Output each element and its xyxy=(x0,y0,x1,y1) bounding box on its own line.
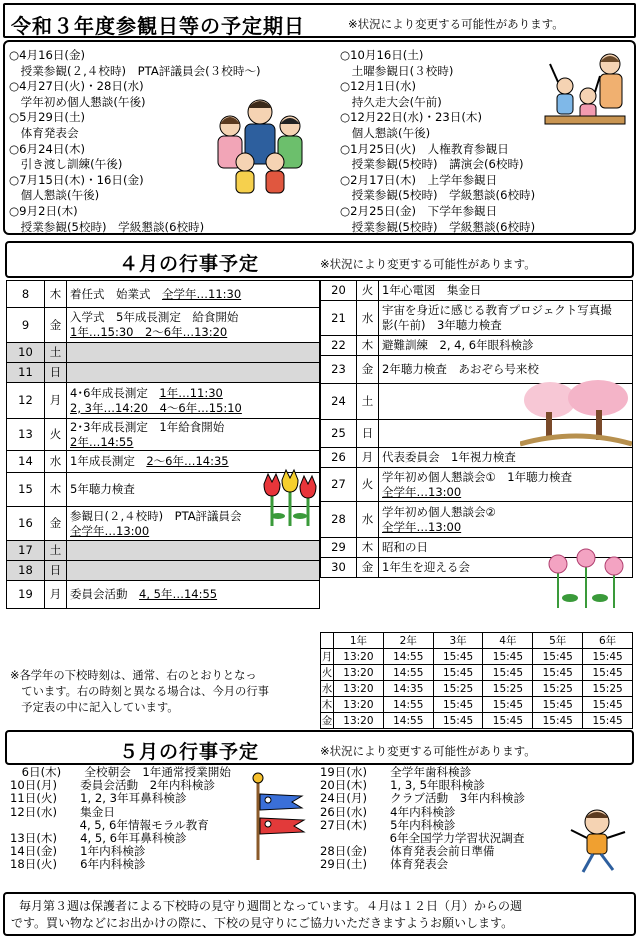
dismissal-time-cell: 15:45 xyxy=(433,649,483,665)
april-event-row xyxy=(321,281,633,301)
day-number: 16 xyxy=(7,507,45,541)
schedule-line: ○10月16日(土) xyxy=(340,48,424,62)
april-event-row xyxy=(7,308,320,343)
event-description xyxy=(379,336,633,356)
day-number: 15 xyxy=(7,473,45,507)
weekday: 木 xyxy=(357,336,379,356)
weekday: 月 xyxy=(45,581,67,609)
event-line xyxy=(70,310,316,325)
weekday: 金 xyxy=(45,308,67,343)
dismissal-time-cell: 15:25 xyxy=(433,681,483,697)
may-event-line: 6日(木) 全校朝会 1年通常授業開始 xyxy=(10,765,231,779)
dismissal-time-cell: 15:45 xyxy=(583,697,633,713)
schedule-line: 授業参観(２,４校時) PTA評議員会(３校時～) xyxy=(9,63,261,78)
may-title-bar xyxy=(5,730,634,765)
event-line xyxy=(382,362,629,377)
april-title: ４月の行事予定 xyxy=(119,253,260,275)
event-line xyxy=(70,454,316,469)
cherry-blossom-illustration xyxy=(520,378,632,448)
dismissal-time-cell: 15:45 xyxy=(583,649,633,665)
top-schedule-box xyxy=(3,40,636,235)
dismissal-time-table xyxy=(320,632,633,729)
event-description xyxy=(379,468,633,502)
schedule-line: 個人懇談(午後) xyxy=(340,125,431,140)
may-list-right xyxy=(320,766,525,872)
dismissal-time: 2～6年…14:35 xyxy=(146,454,229,468)
weekday: 日 xyxy=(45,363,67,383)
schedule-line: ○4月16日(金) xyxy=(9,48,86,62)
dismissal-time-cell: 15:45 xyxy=(583,665,633,681)
may-event-line: 18日(火) 6年内科検診 xyxy=(10,857,146,872)
may-event-line: 13日(木) 4, 5, 6年耳鼻科検診 xyxy=(10,831,187,846)
event-line xyxy=(382,470,629,485)
may-event-line: 10日(月) 委員会活動 2年内科検診 xyxy=(10,778,216,793)
grade-header: 2年 xyxy=(383,633,433,649)
weekday: 火 xyxy=(321,666,333,679)
dismissal-time-cell: 15:45 xyxy=(483,665,533,681)
day-number: 14 xyxy=(7,451,45,473)
dismissal-time: 全学年…13:00 xyxy=(70,523,150,538)
event-description xyxy=(379,448,633,468)
dismissal-time-cell: 13:20 xyxy=(334,665,384,681)
schedule-line: 土曜参観日(３校時) xyxy=(340,63,454,78)
schedule-line: ○12月1日(水) xyxy=(340,79,417,94)
april-event-row xyxy=(7,343,320,363)
event-line xyxy=(382,338,629,353)
event-description xyxy=(67,343,320,363)
event-text: 委員会活動 xyxy=(70,587,139,601)
weekday: 土 xyxy=(45,541,67,561)
may-event-line: 20日(木) 1, 3, 5年眼科検診 xyxy=(320,778,486,793)
timetable-row xyxy=(321,697,633,713)
event-description xyxy=(379,281,633,301)
event-text: 1年生を迎える会 xyxy=(382,560,470,574)
may-event-line: 4, 5, 6年情報モラル教育 xyxy=(10,817,209,832)
event-text: 学年初め個人懇談会① 1年聴力検査 xyxy=(382,469,573,484)
day-number: 20 xyxy=(321,281,357,301)
footer-box xyxy=(3,892,636,936)
schedule-line: ○4月27日(火)・28日(水) xyxy=(9,79,144,94)
april-event-row xyxy=(7,419,320,451)
dismissal-time-cell: 14:35 xyxy=(383,681,433,697)
weekday: 金 xyxy=(321,714,333,727)
tulip-illustration xyxy=(258,468,320,530)
weekday: 木 xyxy=(357,538,379,558)
clover-flower-illustration xyxy=(540,548,632,610)
event-text: 避難訓練 2, 4, 6年眼科検診 xyxy=(382,338,534,352)
grade-header: 1年 xyxy=(334,633,384,649)
weekday: 水 xyxy=(357,502,379,538)
may-event-line: 19日(水) 全学年歯科検診 xyxy=(320,765,472,779)
day-number: 21 xyxy=(321,301,357,336)
april-event-row xyxy=(7,281,320,308)
may-title: ５月の行事予定 xyxy=(119,741,260,763)
dismissal-time-cell: 13:20 xyxy=(334,713,384,729)
day-number: 10 xyxy=(7,343,45,363)
dismissal-time: 全学年…13:00 xyxy=(382,484,462,499)
schedule-line: ○5月29日(土) xyxy=(9,110,86,125)
weekday: 水 xyxy=(357,301,379,336)
dismissal-time: 全学年…13:00 xyxy=(382,519,462,534)
weekday: 金 xyxy=(357,558,379,578)
dismissal-note-line: 予定表の中に記入しています。 xyxy=(10,701,179,714)
april-event-row xyxy=(321,468,633,502)
event-text: 代表委員会 1年視力検査 xyxy=(382,450,516,464)
april-event-row xyxy=(7,383,320,419)
event-text: 4･6年成長測定 xyxy=(70,385,160,400)
april-event-row xyxy=(321,448,633,468)
schedule-line: 学年初め個人懇談(午後) xyxy=(9,94,146,109)
running-child-illustration xyxy=(565,806,631,876)
event-text: 1年成長測定 xyxy=(70,454,147,468)
april-event-row xyxy=(321,336,633,356)
dismissal-time: 2, 3年…14:20 4～6年…15:10 xyxy=(70,400,242,415)
dismissal-time: 1年…11:30 xyxy=(159,385,223,400)
event-description xyxy=(67,561,320,581)
family-illustration xyxy=(200,84,320,204)
may-event-line: 29日(土) 体育発表会 xyxy=(320,857,449,872)
event-description xyxy=(67,581,320,609)
day-number: 13 xyxy=(7,419,45,451)
event-line xyxy=(382,303,629,318)
weekday: 日 xyxy=(357,420,379,448)
schedule-line: ○9月2日(木) xyxy=(9,203,78,218)
event-line xyxy=(382,283,629,298)
day-number: 24 xyxy=(321,384,357,420)
april-title-bar xyxy=(5,241,634,278)
day-number: 29 xyxy=(321,538,357,558)
weekday: 月 xyxy=(45,383,67,419)
event-description xyxy=(67,383,320,419)
dismissal-time-cell: 14:55 xyxy=(383,649,433,665)
timetable-row xyxy=(321,681,633,697)
event-line xyxy=(382,505,629,520)
day-number: 17 xyxy=(7,541,45,561)
day-number: 12 xyxy=(7,383,45,419)
classroom-illustration xyxy=(540,46,635,141)
dismissal-time-cell: 15:45 xyxy=(433,697,483,713)
schedule-line: 個人懇談(午後) xyxy=(9,188,100,203)
day-number: 18 xyxy=(7,561,45,581)
dismissal-time-cell: 13:20 xyxy=(334,681,384,697)
april-table-left xyxy=(6,280,320,609)
schedule-line: ○6月24日(木) xyxy=(9,141,86,156)
event-line xyxy=(70,420,316,435)
may-event-line: 6年全国学力学習状況調査 xyxy=(320,831,525,846)
event-line xyxy=(70,386,316,401)
april-event-row xyxy=(321,502,633,538)
event-text: 5年聴力検査 xyxy=(70,482,135,496)
event-description xyxy=(67,541,320,561)
top-title: 令和３年度参観日等の予定期日 xyxy=(11,14,305,38)
weekday: 木 xyxy=(45,281,67,308)
day-number: 27 xyxy=(321,468,357,502)
grade-header: 3年 xyxy=(433,633,483,649)
event-text: 学年初め個人懇談会② xyxy=(382,504,496,519)
dismissal-time-cell: 15:45 xyxy=(433,713,483,729)
may-event-line: 12日(水) 集金日 xyxy=(10,804,115,819)
event-line xyxy=(70,287,316,302)
weekday: 日 xyxy=(45,561,67,581)
event-description xyxy=(67,308,320,343)
weekday: 金 xyxy=(357,356,379,384)
schedule-line: 授業参観(5校時) 学級懇談(6校時) xyxy=(340,188,536,203)
weekday: 木 xyxy=(321,698,333,711)
dismissal-time-cell: 15:45 xyxy=(533,713,583,729)
event-description xyxy=(67,281,320,308)
day-number: 26 xyxy=(321,448,357,468)
weekday: 火 xyxy=(357,468,379,502)
day-number: 11 xyxy=(7,363,45,383)
may-note: ※状況により変更する可能性があります。 xyxy=(320,744,536,758)
dismissal-time-cell: 14:55 xyxy=(383,665,433,681)
event-line: 影(午前) 3年聴力検査 xyxy=(382,318,502,332)
dismissal-time-cell: 15:25 xyxy=(483,681,533,697)
dismissal-time-cell: 15:45 xyxy=(533,665,583,681)
dismissal-time-cell: 15:25 xyxy=(533,681,583,697)
april-event-row xyxy=(7,561,320,581)
day-number: 25 xyxy=(321,420,357,448)
weekday: 火 xyxy=(357,281,379,301)
event-line xyxy=(382,450,629,465)
dismissal-time-cell: 15:45 xyxy=(433,665,483,681)
day-number: 8 xyxy=(7,281,45,308)
schedule-line: 体育発表会 xyxy=(9,125,79,140)
april-event-row xyxy=(7,581,320,609)
schedule-line: 授業参観(5校時) 学級懇談(6校時) xyxy=(9,219,205,234)
dismissal-time-cell: 15:45 xyxy=(483,697,533,713)
event-line xyxy=(70,587,316,602)
corner-cell xyxy=(321,633,334,649)
event-text: 参観日(２,４校時) PTA評議員会 xyxy=(70,508,242,523)
dismissal-time: 1年…15:30 2～6年…13:20 xyxy=(70,325,228,339)
grade-header: 4年 xyxy=(483,633,533,649)
day-number: 19 xyxy=(7,581,45,609)
timetable-row xyxy=(321,649,633,665)
schedule-line: ○12月22日(水)・23日(木) xyxy=(340,110,483,125)
dismissal-time-cell: 15:45 xyxy=(583,713,633,729)
schedule-line: ○1月25日(火) 人権教育参観日 xyxy=(340,141,509,156)
schedule-line: ○2月25日(金) 下学年参観日 xyxy=(340,203,498,218)
dismissal-time-cell: 15:25 xyxy=(583,681,633,697)
april-event-row xyxy=(321,301,633,336)
event-text: 着任式 始業式 xyxy=(70,286,162,301)
schedule-line: 授業参観(5校時) 講演会(6校時) xyxy=(340,157,524,172)
day-number: 9 xyxy=(7,308,45,343)
dismissal-time: 2年…14:55 xyxy=(70,434,134,449)
koinobori-illustration xyxy=(252,772,310,862)
day-number: 28 xyxy=(321,502,357,538)
event-text: 昭和の日 xyxy=(382,540,428,554)
event-description xyxy=(379,502,633,538)
dismissal-note-line: ※各学年の下校時刻は、通常、右のとおりとなっ xyxy=(10,669,257,682)
dismissal-time-cell: 15:45 xyxy=(533,697,583,713)
day-number: 30 xyxy=(321,558,357,578)
dismissal-note-line: ています。右の時刻と異なる場合は、今月の行事 xyxy=(10,685,269,698)
top-title-bar xyxy=(3,3,636,38)
dismissal-time-cell: 14:55 xyxy=(383,697,433,713)
april-event-row xyxy=(7,541,320,561)
timetable-row xyxy=(321,665,633,681)
footer-line-2: です。買い物などにお出かけの際に、下校の見守りにご協力いただきますようお願いします。 xyxy=(11,916,514,930)
weekday: 水 xyxy=(321,682,333,695)
weekday: 木 xyxy=(45,473,67,507)
schedule-line: 持久走大会(午前) xyxy=(340,94,442,109)
weekday: 水 xyxy=(45,451,67,473)
timetable-row xyxy=(321,713,633,729)
may-event-line: 24日(月) クラブ活動 3年内科検診 xyxy=(320,791,526,806)
april-event-row xyxy=(7,363,320,383)
weekday: 月 xyxy=(321,650,333,663)
dismissal-time-cell: 13:20 xyxy=(334,649,384,665)
dismissal-time: 4, 5年…14:55 xyxy=(139,587,218,601)
event-text: 入学式 5年成長測定 給食開始 xyxy=(70,310,239,324)
dismissal-time-cell: 15:45 xyxy=(483,713,533,729)
event-description xyxy=(67,363,320,383)
event-text: 2年聴力検査 あおぞら号来校 xyxy=(382,362,539,376)
dismissal-time-cell: 15:45 xyxy=(533,649,583,665)
timetable-header-row xyxy=(321,633,633,649)
may-event-line: 26日(水) 4年内科検診 xyxy=(320,804,456,819)
top-note: ※状況により変更する可能性があります。 xyxy=(348,17,564,31)
day-number: 22 xyxy=(321,336,357,356)
may-list-left xyxy=(10,766,231,872)
dismissal-time: 全学年…11:30 xyxy=(162,286,242,301)
may-event-line: 28日(金) 体育発表会前日準備 xyxy=(320,844,495,859)
event-description xyxy=(379,301,633,336)
may-event-line: 27日(木) 5年内科検診 xyxy=(320,817,456,832)
event-description xyxy=(67,419,320,451)
schedule-line: ○7月15日(木)・16日(金) xyxy=(9,172,144,187)
day-number: 23 xyxy=(321,356,357,384)
may-event-line: 14日(金) 1年内科検診 xyxy=(10,844,146,859)
schedule-line: ○2月17日(木) 上学年参観日 xyxy=(340,172,498,187)
april-note: ※状況により変更する可能性があります。 xyxy=(320,257,536,271)
schedule-right-column xyxy=(340,48,535,235)
grade-header: 5年 xyxy=(533,633,583,649)
dismissal-time-cell: 14:55 xyxy=(383,713,433,729)
weekday: 月 xyxy=(357,448,379,468)
may-event-line: 11日(火) 1, 2, 3年耳鼻科検診 xyxy=(10,791,187,806)
weekday: 金 xyxy=(45,507,67,541)
footer-line-1: 毎月第３週は保護者による下校時の見守り週間となっています。４月は１２日（月）からの週 xyxy=(19,899,523,913)
event-text: 1年心電図 集金日 xyxy=(382,283,482,297)
dismissal-time-cell: 13:20 xyxy=(334,697,384,713)
schedule-line: 引き渡し訓練(午後) xyxy=(9,157,123,172)
grade-header: 6年 xyxy=(583,633,633,649)
dismissal-time-cell: 15:45 xyxy=(483,649,533,665)
schedule-line: 授業参観(5校時) 学級懇談(6校時) xyxy=(340,219,536,234)
dismissal-note xyxy=(10,668,269,716)
weekday: 土 xyxy=(45,343,67,363)
weekday: 火 xyxy=(45,419,67,451)
weekday: 土 xyxy=(357,384,379,420)
event-text: 宇宙を身近に感じる教育プロジェクト写真撮 xyxy=(382,303,612,317)
event-text: 2･3年成長測定 1年給食開始 xyxy=(70,419,225,434)
